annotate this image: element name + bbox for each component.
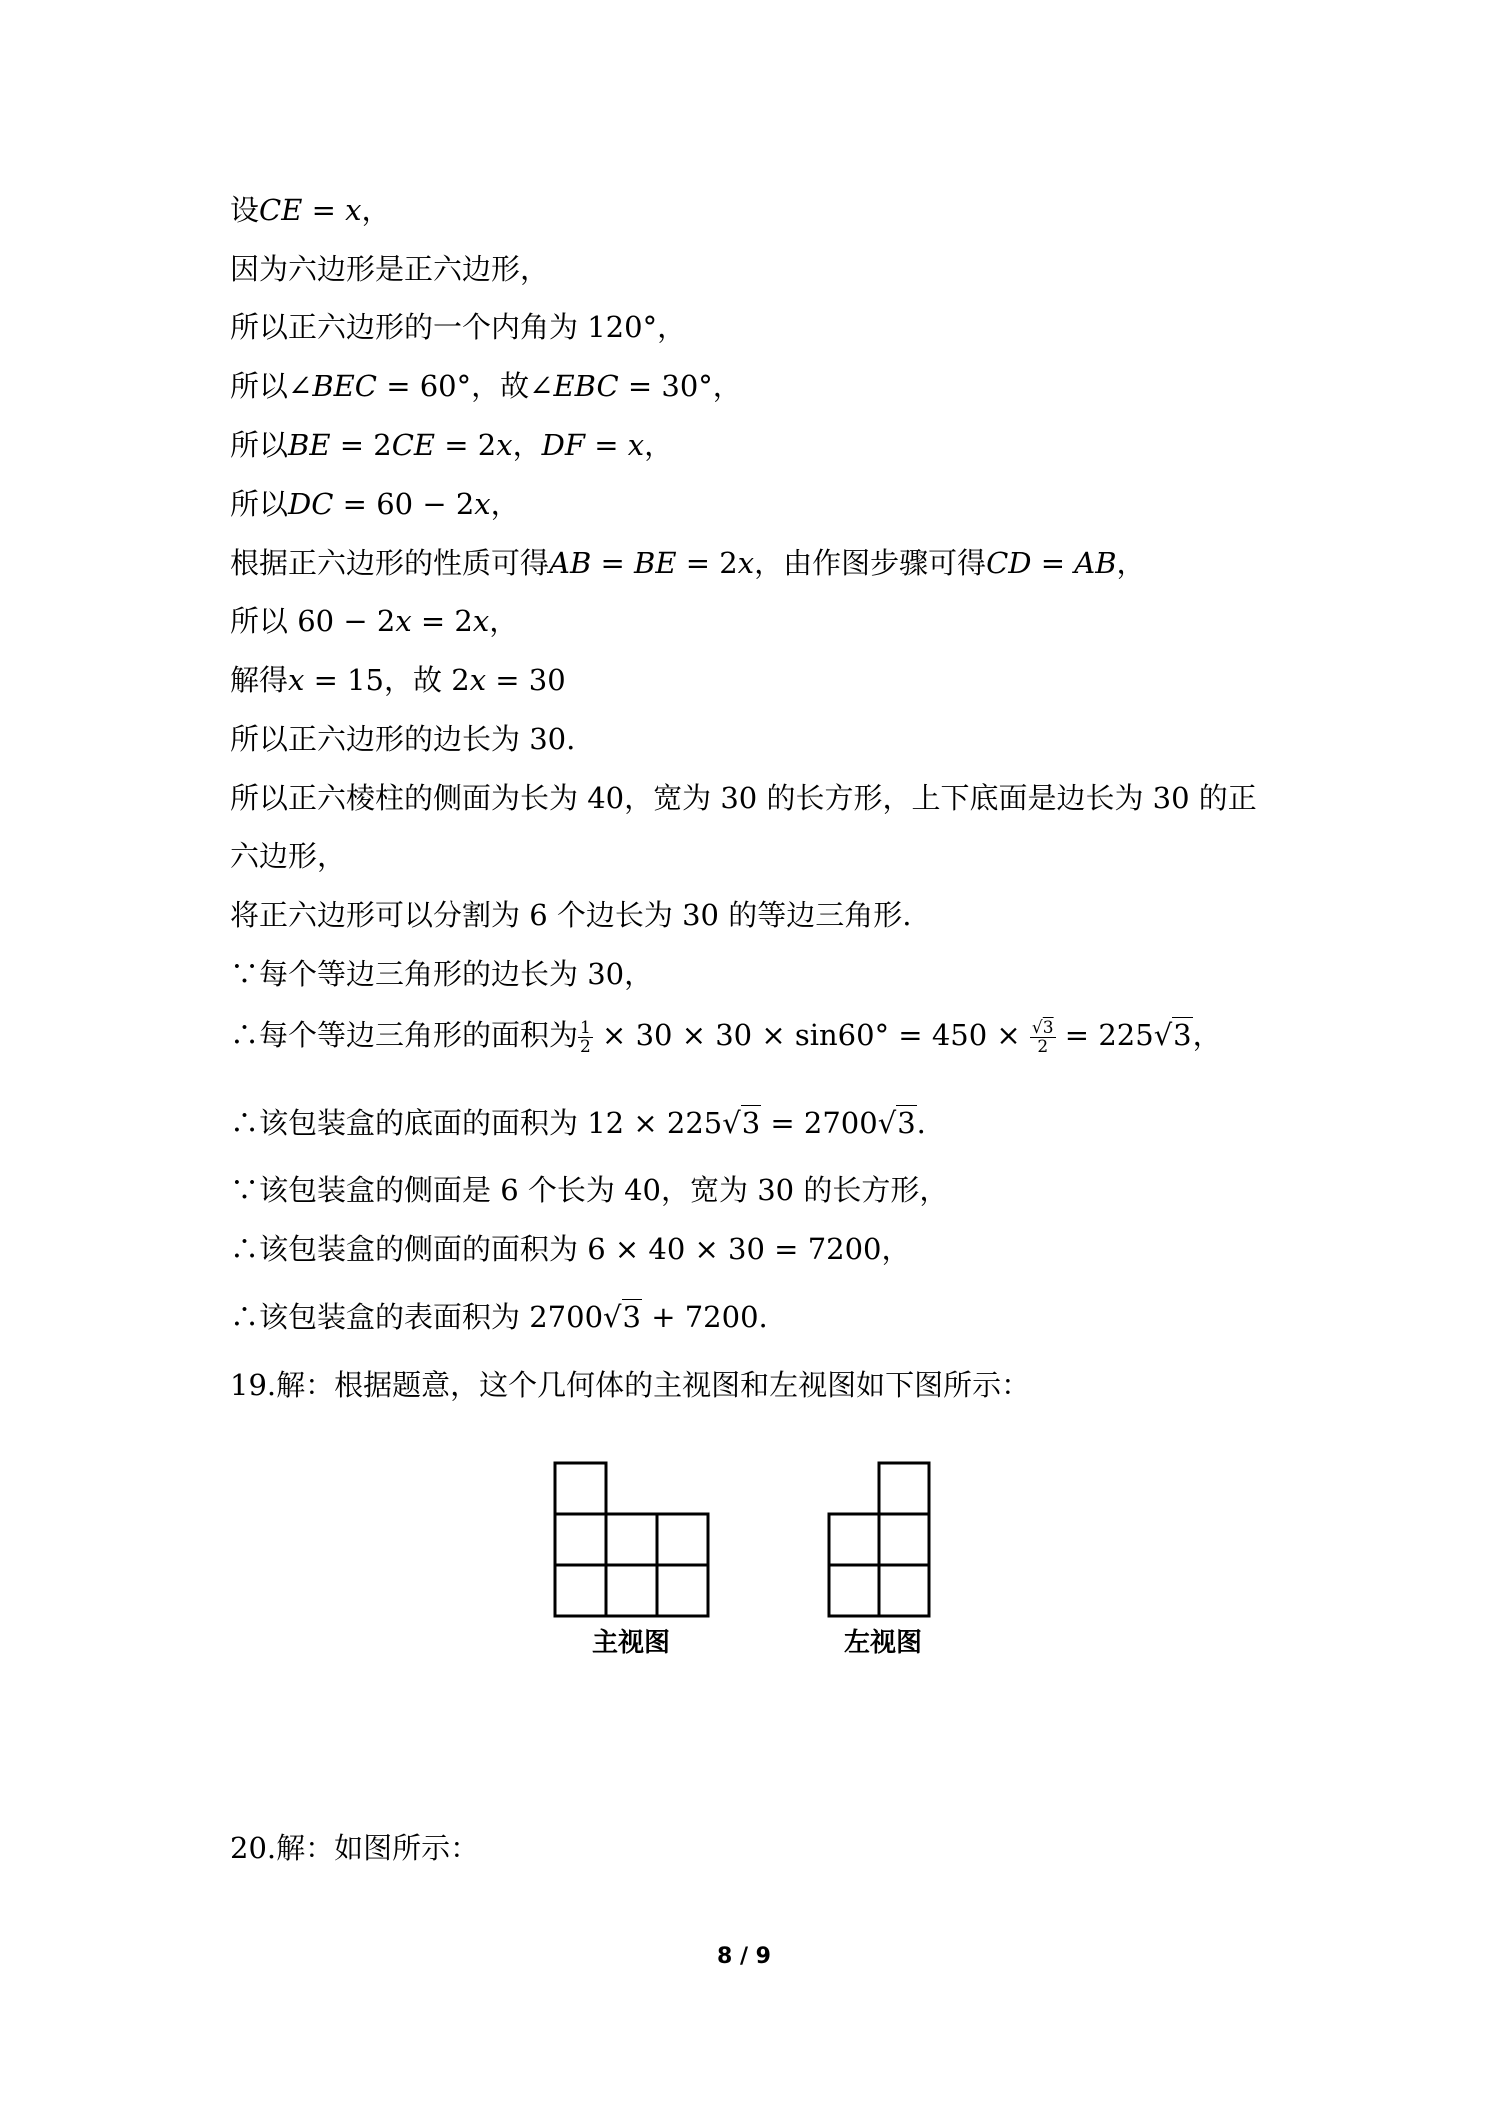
line-split-triangles: 将正六边形可以分割为 6 个边长为 30 的等边三角形. [230, 898, 912, 932]
line-side-area: ∴该包装盒的侧面的面积为 6 × 40 × 30 = 7200， [230, 1232, 911, 1266]
line-triangle-area: ∴每个等边三角形的面积为 $\frac{1}{2}$ × 30 × 30 × sin60° = 450 × $\frac{√3}{2}$ = 225√3， [230, 1017, 1222, 1057]
line-base-area: ∴该包装盒的底面的面积为 12 × 225√3 = 2700√3. [230, 1106, 926, 1140]
line-be-df: 所以BE = 2CE = 2x，DF = x， [230, 428, 674, 462]
line-triangle-side: ∵每个等边三角形的边长为 30， [230, 957, 654, 991]
line-ab-be: 根据正六边形的性质可得AB = BE = 2x，由作图步骤可得CD = AB， [230, 546, 1146, 580]
line-solve: 解得x = 15，故 2x = 30 [230, 663, 566, 697]
line-equation: 所以 60 − 2x = 2x， [230, 604, 519, 638]
line-prism-faces-cont: 六边形， [230, 839, 347, 873]
front-view-drawing [555, 1463, 708, 1616]
page-number: 8 / 9 [717, 1944, 771, 1969]
line-problem-20: 20.解：如图所示： [230, 1831, 480, 1865]
line-prism-faces: 所以正六棱柱的侧面为长为 40，宽为 30 的长方形，上下底面是边长为 30 的正 [230, 781, 1257, 815]
line-side-faces: ∵该包装盒的侧面是 6 个长为 40，宽为 30 的长方形， [230, 1173, 949, 1207]
left-view-drawing [829, 1463, 929, 1616]
line-regular-hexagon: 因为六边形是正六边形， [230, 252, 550, 286]
line-surface-area: ∴该包装盒的表面积为 2700√3 + 7200. [230, 1300, 768, 1334]
line-dc: 所以DC = 60 − 2x， [230, 487, 520, 521]
left-view-label: 左视图 [844, 1628, 923, 1658]
line-problem-19: 19.解：根据题意，这个几何体的主视图和左视图如下图所示： [230, 1368, 1031, 1402]
fraction-sqrt3-over-2: $\frac{√3}{2}$ [1031, 1017, 1054, 1057]
line-side-length: 所以正六边形的边长为 30. [230, 722, 576, 756]
line-angles: 所以∠BEC = 60°，故∠EBC = 30°， [230, 369, 742, 403]
line-interior-angle: 所以正六边形的一个内角为 120°， [230, 310, 687, 344]
front-view-label: 主视图 [592, 1628, 671, 1658]
line-set-ce: 设CE = x， [230, 193, 391, 227]
fraction-one-half: $\frac{1}{2}$ [580, 1017, 591, 1057]
